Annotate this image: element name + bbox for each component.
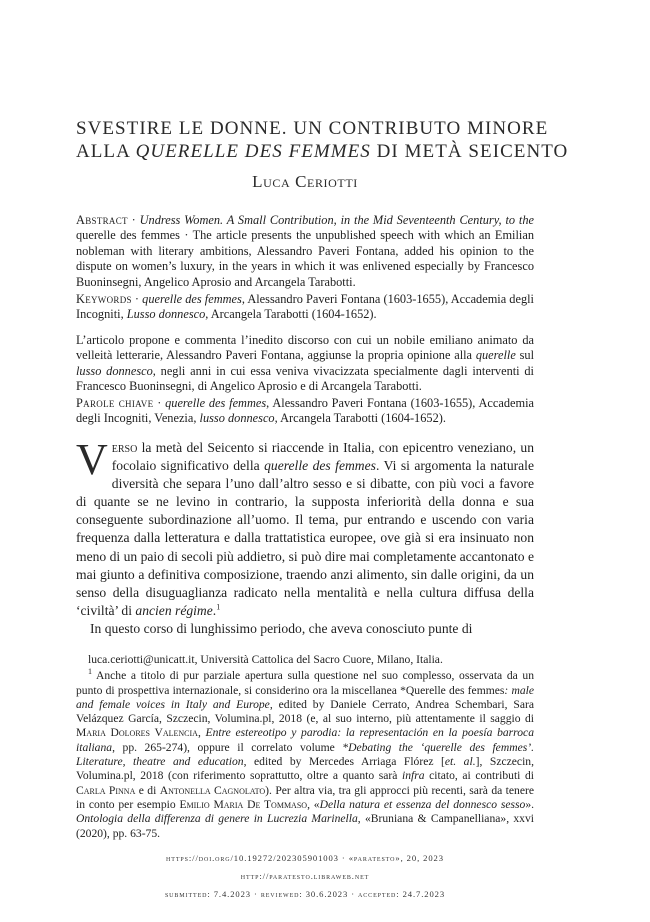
footer-doi[interactable]: https://doi.org/10.19272/202305901003 · «paratesto», 20, 2023 bbox=[166, 853, 444, 863]
parola-1: querelle des femmes bbox=[165, 396, 267, 410]
riassunto-italic-1: querelle bbox=[475, 348, 516, 363]
fn-e: , bbox=[197, 726, 206, 740]
fn-k: ], Szczecin, Volumina.pl, 2018 (con riferimento soprattutto, oltre a quanto sarà bbox=[76, 755, 534, 783]
fn-s: , « bbox=[307, 797, 320, 811]
fn-j: et. al. bbox=[444, 755, 476, 769]
title-line-2-italic: QUERELLE DES FEMMES bbox=[135, 141, 371, 162]
abstract-title-plain: querelle des femmes bbox=[76, 228, 180, 243]
footnote-1 bbox=[76, 669, 534, 841]
title-line-2-post: DI METÀ SEICENTO bbox=[370, 141, 569, 162]
article-title bbox=[76, 117, 569, 163]
keyword-2: , Alessandro Paveri Fontana (1603-1655), Accademia degli Incogniti, bbox=[76, 292, 534, 322]
fn-o: e di bbox=[135, 783, 160, 797]
abstract-title: Undress Women. A Small Contribution, in the Mid Seventeenth Century, to the bbox=[139, 213, 534, 227]
abstract bbox=[76, 213, 534, 290]
body-p1-a: la metà del Seicento si riaccende in Italia, con epicentro veneziano, un focolaio significativo della bbox=[111, 440, 534, 474]
keyword-1: querelle des femmes bbox=[142, 292, 242, 306]
footer-dates: submitted: 7.4.2023 · reviewed: 30.6.2023 · accepted: 24.7.2023 bbox=[164, 889, 446, 899]
body-p1-c: . Vi si argomenta la naturale diversità che separa l’uno dall’altro sesso e si dibatte, con più voci a favore di quante se ne levino in contrario, la supposta inferiorità della donna e sua conseguente subordinazione all’uomo. Il tema, pur entrando e uscendo con varia frequenza dalla letteratura e dalla trattatistica europee, ove già si era insinuato non meno di un paio di secoli più addietro, si può dire mai completamente accantonato e mai giunto a definitiva composizione, traendo anzi alimento, sin dalle origini, da un senso della disuguaglianza radicato nella mentalità e nella cultura diffusa della ‘civiltà’ di bbox=[76, 458, 534, 618]
title-line-2 bbox=[76, 140, 569, 163]
drop-cap: V bbox=[76, 435, 108, 484]
keywords bbox=[76, 292, 534, 323]
fn-g: , pp. 265-274), oppure il correlato volume bbox=[112, 740, 343, 754]
parole-sep: · bbox=[153, 396, 166, 410]
abstract-sep: · bbox=[127, 213, 140, 227]
parola-3: lusso donnesco bbox=[199, 411, 275, 426]
riassunto-text-3: , negli anni in cui essa veniva vivacizzata specialmente dagli interventi di Francesco Buoninsegni, di Angelico Aprosio e di Arcangela Tarabotti. bbox=[76, 363, 534, 394]
fn-t: Della natura et essenza del donnesco sesso bbox=[319, 797, 526, 811]
body-text bbox=[76, 435, 534, 638]
parola-2: , Alessandro Paveri Fontana (1603-1655), Accademia degli Incogniti, Venezia, bbox=[76, 396, 534, 426]
fn-r: Emilio Maria De Tommaso bbox=[179, 797, 308, 811]
footnote-number: 1 bbox=[88, 667, 92, 677]
parola-4: , Arcangela Tarabotti (1604-1652). bbox=[274, 411, 446, 426]
body-paragraph-2: In questo corso di lunghissimo periodo, che aveva conosciuto punte di bbox=[90, 620, 473, 636]
title-line-1: SVESTIRE LE DONNE. UN CONTRIBUTO MINORE bbox=[76, 118, 549, 139]
body-p1-italic-1: querelle des femmes bbox=[264, 458, 376, 474]
fn-l: infra bbox=[401, 769, 425, 783]
author-name: Luca Ceriotti bbox=[252, 172, 358, 191]
keyword-4: , Arcangela Tarabotti (1604-1652). bbox=[205, 307, 377, 322]
riassunto-italic-2: lusso donnesco bbox=[76, 363, 153, 378]
footnotes bbox=[76, 653, 534, 841]
riassunto-text-2: sul bbox=[515, 348, 535, 363]
keyword-3: Lusso donnesco bbox=[126, 307, 206, 322]
abstract-label: Abstract bbox=[76, 213, 128, 227]
title-line-2-pre: ALLA bbox=[76, 141, 136, 162]
body-p1-italic-2: ancien régime bbox=[135, 602, 213, 618]
fn-f: Entre estereotipo y parodia: la representación en la poesía barroca italiana bbox=[76, 726, 534, 754]
fn-n: Carla Pinna bbox=[76, 783, 136, 797]
riassunto bbox=[76, 333, 534, 395]
footnote-ref-1[interactable]: 1 bbox=[216, 602, 221, 612]
first-word: erso bbox=[111, 440, 138, 455]
riassunto-text-1: L’articolo propone e commenta l’inedito discorso con cui un nobile emiliano animato da velleità letterarie, Alessandro Paveri Fontana, aggiunse la propria opinione alla bbox=[76, 333, 534, 363]
fn-q: ). Per altra via, tra gli approcci più recenti, sarà da tenere in conto per esempio bbox=[76, 783, 534, 811]
fn-v: Ontologia della differenza di genere in Lucrezia Marinella bbox=[76, 812, 358, 826]
keywords-sep: · bbox=[131, 292, 143, 306]
fn-h: *Debating the ‘querelle des femmes’. Literature, theatre and education bbox=[76, 740, 534, 769]
body-p1-e: . bbox=[212, 602, 217, 618]
abstract-text: · The article presents the unpublished speech with which an Emilian nobleman with literary ambitions, Alessandro Paveri Fontana, added his opinion to the dispute on women’s luxury, in the years in which it was enlivened especially by Francesco Buoninsegni, Angelico Aprosio and Arcangela Tarabotti. bbox=[76, 228, 534, 289]
fn-m: citato, ai contributi di bbox=[424, 769, 534, 783]
parole-chiave bbox=[76, 396, 534, 427]
author-affiliation: luca.ceriotti@unicatt.it, Università Cattolica del Sacro Cuore, Milano, Italia. bbox=[88, 653, 443, 666]
parole-chiave-label: Parole chiave bbox=[76, 396, 154, 410]
fn-c: , edited by Daniele Cerrato, Andrea Schembari, Sara Velázquez García, Szczecin, Volumina.pl, 2018 (e, al suo interno, più attentamente il saggio di bbox=[76, 697, 534, 726]
body-paragraph-1 bbox=[76, 435, 534, 620]
fn-i: , edited by Mercedes Arriaga Flórez [ bbox=[243, 755, 445, 769]
fn-w: , «Bruniana & Campanelliana», xxvi (2020), pp. 63-75. bbox=[76, 812, 534, 840]
fn-d: Maria Dolores Valencia bbox=[76, 726, 198, 740]
fn-b: : male and female voices in Italy and Europe bbox=[76, 683, 534, 711]
fn-u: ». bbox=[525, 797, 535, 811]
footer-site-link[interactable]: http://paratesto.libraweb.net bbox=[240, 871, 370, 881]
keywords-label: Keywords bbox=[76, 292, 132, 306]
fn-a: Anche a titolo di pur parziale apertura sulla questione nel suo complesso, osservata da un punto di prospettiva internazionale, si considerino ora la miscellanea *Querelle des femmes bbox=[76, 669, 534, 697]
fn-p: Antonella Cagnolato bbox=[159, 783, 266, 797]
